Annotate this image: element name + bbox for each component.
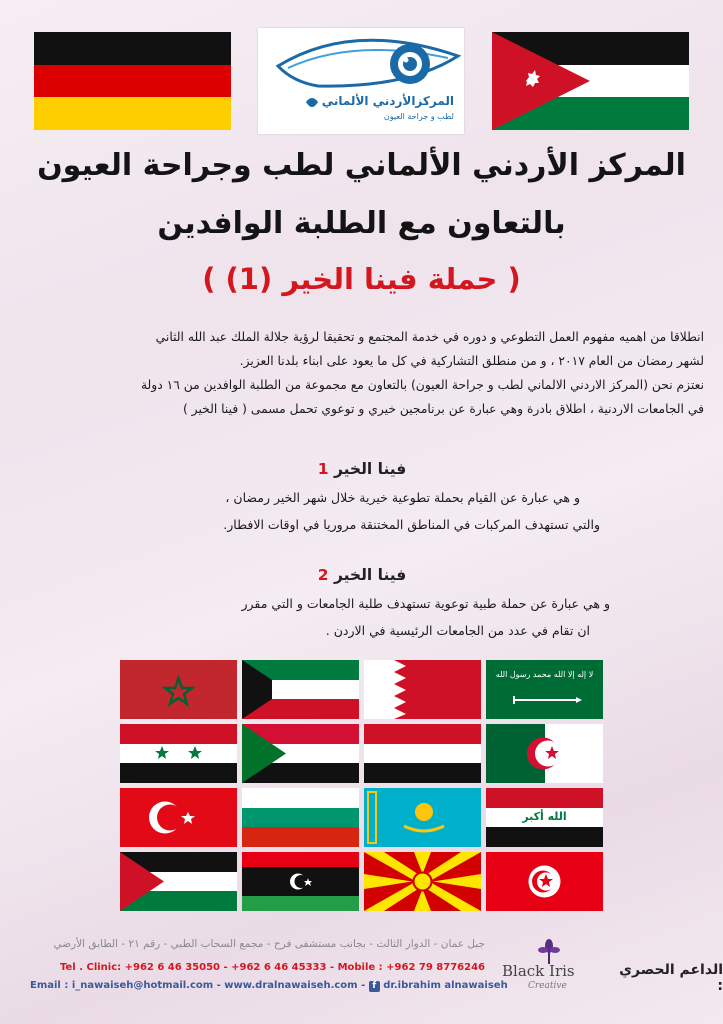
crescent-icon [242, 852, 359, 911]
page-subtitle: بالتعاون مع الطلبة الوافدين [157, 206, 566, 241]
section1-title [277, 460, 447, 478]
footer-address: جبل عمان - الدوار الثالث - بجانب مستشفى فرح - مجمع السحاب الطبي - رقم ٢١ - الطابق الأرضي [53, 938, 485, 950]
syria-flag [120, 724, 237, 783]
kazakhstan-flag [364, 788, 481, 847]
logo-subtitle: لطب و جراحة العيون [383, 112, 454, 121]
page-title: المركز الأردني الألماني لطب وجراحة العيون [37, 148, 686, 183]
tunisia-flag [486, 852, 603, 911]
kuwait-flag [242, 660, 359, 719]
footer-phones: Tel . Clinic: +962 6 46 35050 - +962 6 46 45333 - Mobile : +962 79 8776246 [60, 962, 485, 973]
section2-title [277, 566, 447, 584]
sun-icon [364, 788, 481, 847]
section2-line: ان تقام في عدد من الجامعات الرئيسية في الاردن . [325, 623, 590, 638]
footer-email-web[interactable]: Email : i_nawaiseh@hotmail.com - www.dralnawaiseh.com - [30, 980, 366, 991]
clinic-logo [258, 28, 464, 134]
sponsor-brand: Black Iris [502, 962, 575, 980]
palestine-flag [120, 852, 237, 911]
section1-line: والتي تستهدف المركبات في المناطق المختنقة مروريا في اوقات الافطار. [223, 517, 600, 532]
sudan-flag [242, 724, 359, 783]
section1-line: و هي عبارة عن القيام بحملة تطوعية خيرية خلال شهر الخير رمضان ، [225, 490, 580, 505]
crescent-icon [486, 852, 603, 911]
star-icon [120, 660, 237, 719]
jordan-flag [492, 32, 689, 130]
intro-paragraph [18, 325, 704, 421]
intro-line: انطلاقا من اهميه مفهوم العمل التطوعي و دوره في خدمة المجتمع و تحقيقا لرؤية جلالة الملك عبد الله الثاني [155, 330, 704, 344]
iraq-flag [486, 788, 603, 847]
section2-line: و هي عبارة عن حملة طبية توعوية تستهدف طلبة الجامعات و التي مقرر [241, 596, 610, 611]
flags-grid [120, 660, 603, 912]
section1-number: 1 [317, 460, 329, 478]
sword-icon [486, 660, 603, 719]
footer-facebook[interactable]: dr.ibrahim alnawaiseh [383, 980, 508, 991]
sponsor-label: الداعم الحصري : [619, 962, 723, 994]
star-icon [120, 724, 237, 783]
footer-contact [30, 980, 508, 992]
section2-number: 2 [317, 566, 329, 584]
section1-title-text: فينا الخير [333, 460, 407, 478]
intro-line: نعتزم نحن (المركز الاردني الالماني لطب و جراحة العيون) بالتعاون مع مجموعة من الطلبة الوافدين من ١٦ دولة [140, 378, 704, 392]
algeria-flag [486, 724, 603, 783]
crescent-icon [486, 724, 603, 783]
saudi-shahada: لا إله إلا الله محمد رسول الله [495, 670, 594, 679]
campaign-title: ( حملة فينا الخير (1) ) [202, 262, 521, 296]
facebook-icon: f [369, 981, 380, 992]
sun-icon [364, 852, 481, 911]
turkey-flag [120, 788, 237, 847]
section2-title-text: فينا الخير [333, 566, 407, 584]
bahrain-flag [364, 660, 481, 719]
intro-line: لشهر رمضان من العام ٢٠١٧ ، و من منطلق التشاركية في كل ما يعود على ابناء بلدنا العزيز. [239, 354, 704, 368]
bulgaria-flag [242, 788, 359, 847]
iraq-takbir: الله أكبر [522, 810, 567, 823]
crescent-icon [120, 788, 237, 847]
sponsor-brand-sub: Creative [528, 981, 567, 991]
intro-line: في الجامعات الاردنية ، اطلاق بادرة وهي عبارة عن برنامجين خيري و توعوي تحمل مسمى ( فينا الخير ) [182, 402, 704, 416]
morocco-flag [120, 660, 237, 719]
libya-flag [242, 852, 359, 911]
logo-name: المركزالأردني الألماني [321, 94, 454, 108]
star-icon [492, 32, 689, 130]
saudi-flag [486, 660, 603, 719]
macedonia-flag [364, 852, 481, 911]
germany-flag [34, 32, 231, 130]
yemen-flag [364, 724, 481, 783]
